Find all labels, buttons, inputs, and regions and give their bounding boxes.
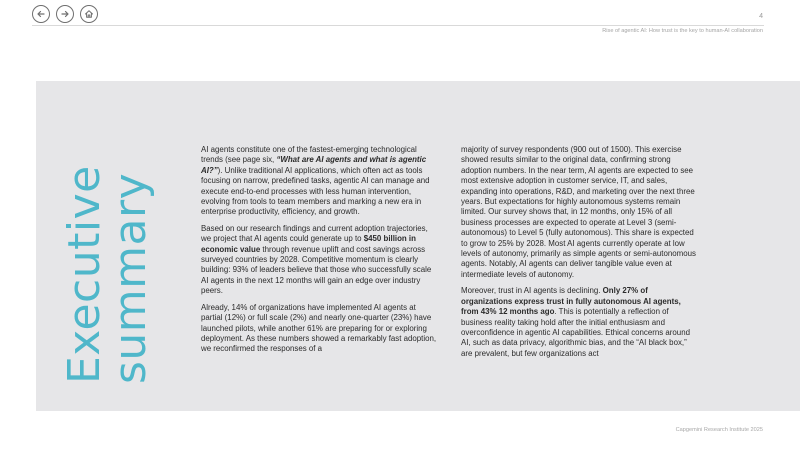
paragraph: majority of survey respondents (900 out of 1500). This exercise showed results similar to the original data, confirming strong adoption numbers. In the near term, AI agents are expected to see most extensive adoption in customer service, IT, and sales, expanding into operations, R&D, and marketing over the next three years. But expectations for highly autonomous systems remain limited. Our survey shows that, in 12 months, only 15% of all business processes are expected to operate at Level 3 (semi-autonomous) to Level 5 (fully autonomous). This share is expected to grow to 25% by 2028. Most AI agents currently operate at low levels of autonomy, primarily as simple agents or semi-autonomous agents. Notably, AI agents can deliver tangible value even at intermediate levels of autonomy.: [461, 145, 696, 279]
header-divider: [32, 25, 764, 26]
previous-page-button[interactable]: [32, 5, 50, 23]
running-title: Rise of agentic AI: How trust is the key to human-AI collaboration: [602, 28, 763, 34]
paragraph: Already, 14% of organizations have implemented AI agents at partial (12%) or full scale (2%) and nearly one-quarter (23%) have launched pilots, while another 61% are preparing for or exploring deployment. As these numbers showed a remarkably fast adoption, we reconfirmed the responses of a: [201, 302, 437, 354]
home-icon: [84, 9, 94, 19]
section-heading-line-1: Executive: [59, 165, 110, 384]
section-heading: [59, 165, 156, 384]
arrow-right-icon: [60, 9, 70, 19]
arrow-left-icon: [36, 9, 46, 19]
text-run: . This is potentially a reflection of business reality taking hold after the initial enthusiasm and overconfidence in agentic AI capabilities. Ethical concerns around AI, such as data privacy, algorithmic bias, and the “AI black box,” are prevalent, but few organizations act: [461, 307, 690, 358]
emphasis-text: “What are AI agents and what is agentic AI?”: [201, 155, 427, 175]
right-text-column: [461, 145, 699, 365]
left-text-column: [201, 145, 437, 361]
emphasis-text: Only 27% of organizations express trust in fully autonomous AI agents, from 43% 12 months ago: [461, 286, 681, 317]
page-navigation: [32, 5, 98, 23]
text-run: through revenue uplift and cost savings across surveyed countries by 2028. Competitive momentum is clearly building: 93% of leaders believe that those who successfully scale AI agents in the next 12 months will gain an edge over industry peers.: [201, 244, 432, 296]
text-run: AI agents constitute one of the fastest-emerging technological trends (see page six,: [201, 145, 417, 165]
paragraph: [201, 224, 437, 297]
footer-credit: Capgemini Research Institute 2025: [675, 427, 763, 433]
text-run: ). Unlike traditional AI applications, which often act as tools focusing on narrow, predefined tasks, agentic AI can manage and execute end-to-end processes with less human intervention, evolving from tools to team members and marking a new era in enterprise productivity, efficiency, and growth.: [201, 165, 430, 217]
text-run: Moreover, trust in AI agents is declining.: [461, 286, 603, 296]
paragraph: [201, 145, 437, 218]
emphasis-text: $450 billion in economic value: [201, 234, 416, 254]
next-page-button[interactable]: [56, 5, 74, 23]
text-run: Based on our research findings and current adoption trajectories, we project that AI agents could generate up to: [201, 223, 428, 244]
section-heading-line-2: summary: [105, 172, 156, 384]
home-button[interactable]: [80, 5, 98, 23]
paragraph: [461, 286, 699, 359]
page-number: 4: [759, 13, 763, 20]
